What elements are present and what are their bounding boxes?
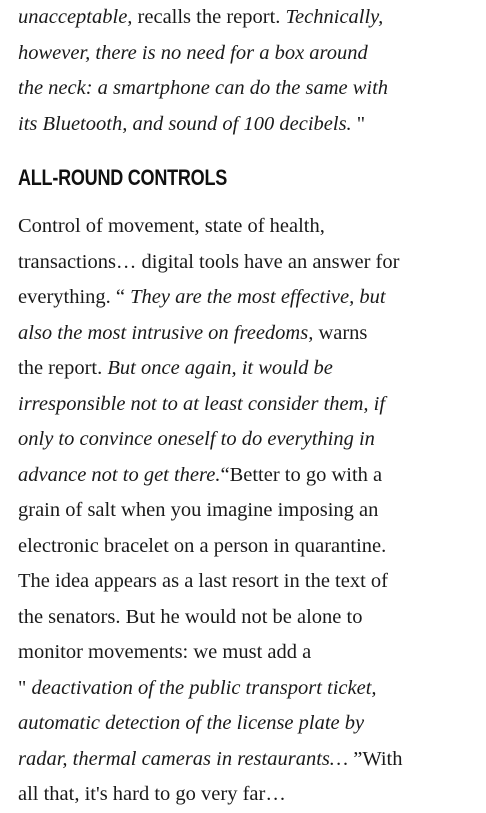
italic-quote: radar, thermal cameras in restaurants… <box>18 747 349 770</box>
text-run: ”With <box>348 747 403 770</box>
text-line <box>18 316 478 352</box>
italic-quote: But once again, it would be <box>107 357 333 379</box>
text-line: all that, it's hard to go very far… <box>18 783 286 805</box>
text-line <box>18 671 478 707</box>
text-run: the report. <box>18 357 108 379</box>
text-line: irresponsible not to at least consider them, if <box>18 392 386 415</box>
text-line <box>18 742 478 778</box>
italic-quote: also the most intrusive on freedoms, <box>18 321 314 344</box>
text-line: monitor movements: we must add a <box>18 641 312 663</box>
italic-quote: its Bluetooth, and sound of 100 decibels. <box>18 112 352 135</box>
article-body <box>18 0 478 813</box>
text-line: Control of movement, state of health, <box>18 215 325 237</box>
italic-quote: advance not to get there. <box>18 463 221 486</box>
text-line <box>18 280 478 316</box>
text-line: the senators. But he would not be alone to <box>18 605 363 628</box>
text-line: electronic bracelet on a person in quarantine. <box>18 534 387 557</box>
text-line: The idea appears as a last resort in the text of <box>18 570 388 592</box>
text-line: only to convince oneself to do everything in <box>18 428 375 450</box>
text-run: " <box>18 676 32 699</box>
text-run: " <box>351 112 366 135</box>
text-run: recalls the report. <box>132 6 286 28</box>
text-run: everything. “ <box>18 286 131 308</box>
text-run: warns <box>313 321 368 344</box>
text-line: automatic detection of the license plate by <box>18 712 365 734</box>
italic-quote: unacceptable, <box>18 6 133 28</box>
paragraph-controls <box>18 209 478 813</box>
text-line: the neck: a smartphone can do the same with <box>18 77 389 99</box>
paragraph-intro <box>18 0 478 142</box>
italic-quote: They are the most effective, but <box>130 286 386 308</box>
section-heading: ALL-ROUND CONTROLS <box>18 165 228 190</box>
text-line: transactions… digital tools have an answer for <box>18 250 400 273</box>
italic-quote: deactivation of the public transport ticket, <box>31 676 377 699</box>
text-line: grain of salt when you imagine imposing an <box>18 499 379 521</box>
text-line: however, there is no need for a box around <box>18 41 368 64</box>
text-line <box>18 351 478 387</box>
text-line <box>18 107 478 143</box>
italic-quote: Technically, <box>285 6 384 28</box>
text-run: “Better to go with a <box>220 463 383 486</box>
text-line <box>18 458 478 494</box>
text-line <box>18 0 478 36</box>
